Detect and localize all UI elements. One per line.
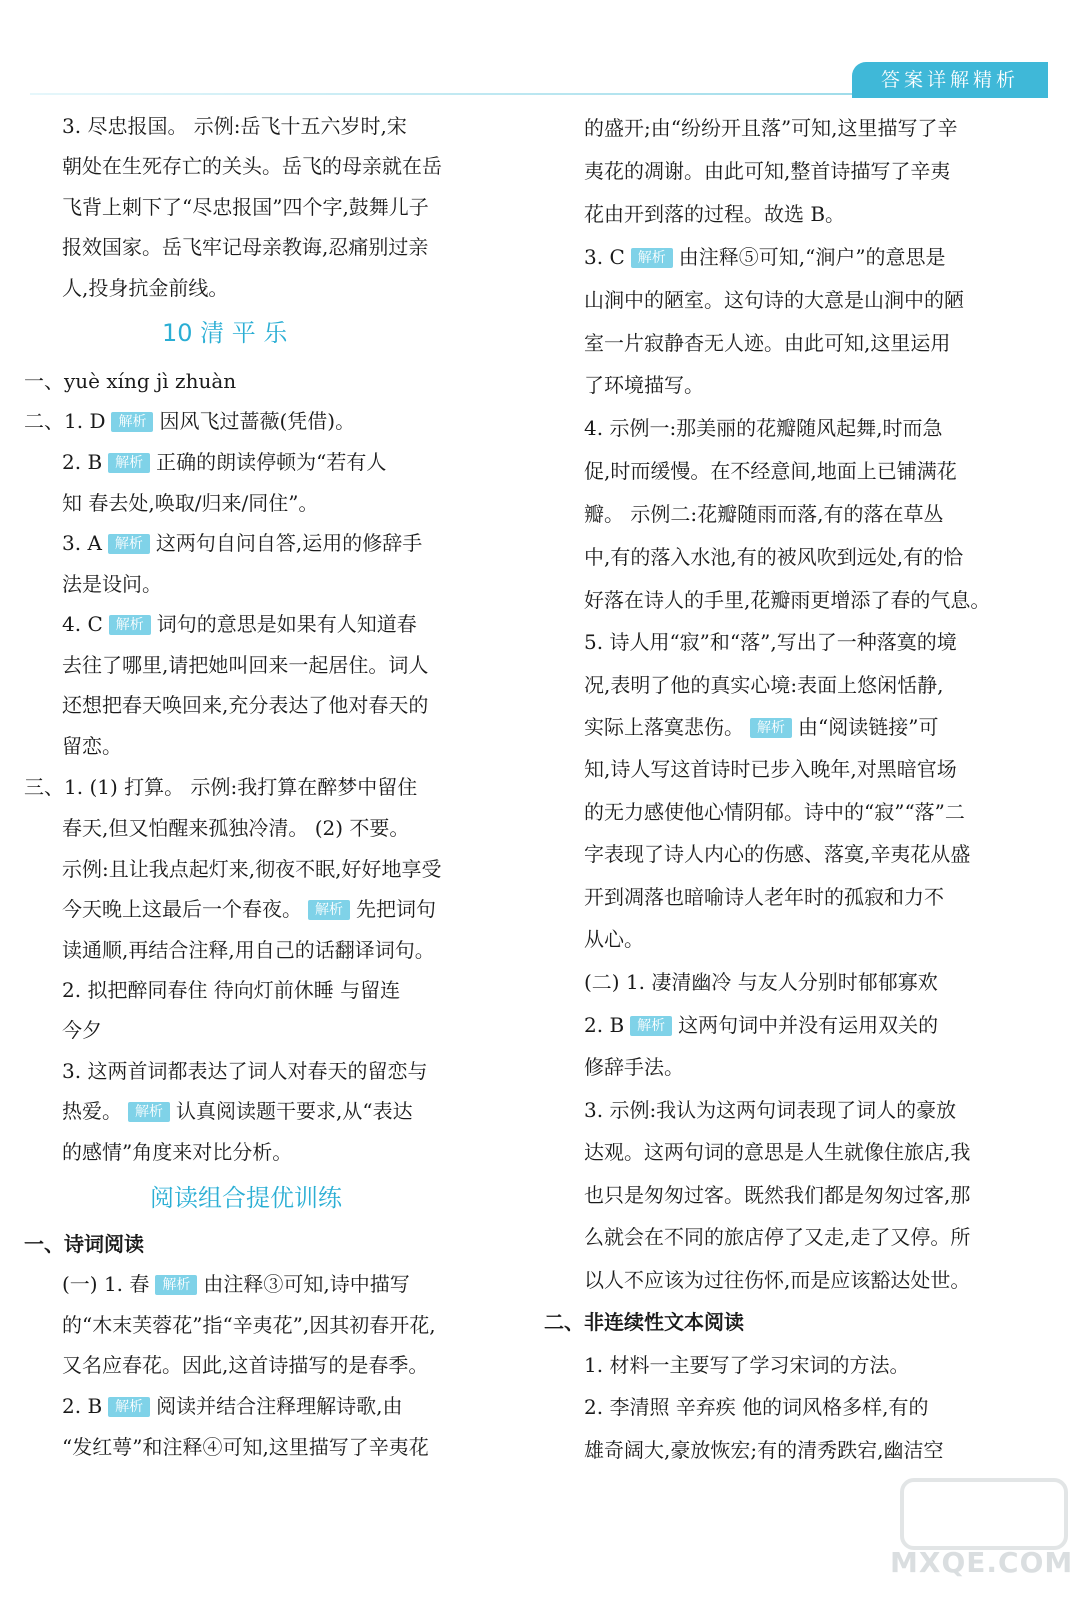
- answer-text: 2. B: [62, 450, 103, 474]
- answer-line: [24, 406, 355, 436]
- answer-text: 3. C: [584, 245, 625, 269]
- text-line: 山涧中的陋室。这句诗的大意是山涧中的陋: [584, 288, 964, 312]
- answer-text: 2. B: [62, 1394, 103, 1418]
- analysis-text: 由“阅读链接”可: [798, 715, 939, 739]
- text-line: 的感情”角度来对比分析。: [62, 1140, 293, 1164]
- analysis-tag: 解析: [308, 900, 350, 920]
- text-line: 花由开到落的过程。故选 B。: [584, 202, 846, 226]
- analysis-tag: 解析: [750, 718, 792, 738]
- answer-text: 2. B: [584, 1013, 625, 1037]
- answer-line: [62, 609, 417, 639]
- answer-line: [62, 894, 436, 924]
- analysis-tag: 解析: [108, 1397, 150, 1417]
- text-line: (二) 1. 凄清幽冷 与友人分别时郁郁寡欢: [584, 970, 938, 994]
- text-line: 3. 这两首词都表达了词人对春天的留恋与: [62, 1059, 428, 1083]
- analysis-text: 由注释③可知,诗中描写: [203, 1272, 410, 1296]
- analysis-tag: 解析: [108, 453, 150, 473]
- header-badge: 答案详解精析: [852, 62, 1048, 98]
- answer-line: [584, 1010, 938, 1040]
- analysis-tag: 解析: [128, 1102, 170, 1122]
- text-line: 2. 拟把醉同春住 待向灯前休睡 与留连: [62, 978, 401, 1002]
- text-line: 室一片寂静杳无人迹。由此可知,这里运用: [584, 331, 951, 355]
- answer-line: [62, 528, 422, 558]
- text-line: “发红萼”和注释④可知,这里描写了辛夷花: [62, 1435, 429, 1459]
- analysis-text: 正确的朗读停顿为“若有人: [156, 450, 387, 474]
- text-line: 法是设问。: [62, 572, 162, 596]
- answer-text: 3. A: [62, 531, 102, 555]
- subsection-heading: 一、诗词阅读: [24, 1232, 144, 1256]
- answer-line: [62, 1269, 410, 1299]
- analysis-tag: 解析: [631, 248, 673, 268]
- text-line: 示例:且让我点起灯来,彻夜不眠,好好地享受: [62, 857, 442, 881]
- text-line: 知 春去处,唤取/归来/同住”。: [62, 491, 319, 515]
- text-line: 雄奇阔大,豪放恢宏;有的清秀跌宕,幽洁空: [584, 1438, 944, 1462]
- text-line: 4. 示例一:那美丽的花瓣随风起舞,时而急: [584, 416, 943, 440]
- text-line: 的“木末芙蓉花”指“辛夷花”,因其初春开花,: [62, 1313, 436, 1337]
- answer-text: 4. C: [62, 612, 103, 636]
- answer-text: 实际上落寞悲伤。: [584, 715, 744, 739]
- text-line: 知,诗人写这首诗时已步入晚年,对黑暗官场: [584, 757, 957, 781]
- analysis-text: 先把词句: [356, 897, 436, 921]
- text-line: 春天,但又怕醒来孤独冷清。 (2) 不要。: [62, 816, 410, 840]
- analysis-tag: 解析: [111, 412, 153, 432]
- analysis-tag: 解析: [108, 534, 150, 554]
- text-line: 去往了哪里,请把她叫回来一起居住。词人: [62, 653, 429, 677]
- analysis-text: 认真阅读题干要求,从“表达: [176, 1099, 413, 1123]
- text-line: 夷花的凋谢。由此可知,整首诗描写了辛夷: [584, 159, 951, 183]
- text-line: 又名应春花。因此,这首诗描写的是春季。: [62, 1353, 429, 1377]
- analysis-text: 这两句词中并没有运用双关的: [678, 1013, 939, 1037]
- text-line: 2. 李清照 辛弃疾 他的词风格多样,有的: [584, 1395, 929, 1419]
- text-line: 3. 示例:我认为这两句词表现了词人的豪放: [584, 1098, 957, 1122]
- text-line: 的盛开;由“纷纷开且落”可知,这里描写了辛: [584, 116, 958, 140]
- text-line: 的无力感使他心情阴郁。诗中的“寂”“落”二: [584, 800, 965, 824]
- answer-line: [584, 712, 938, 742]
- analysis-tag: 解析: [630, 1016, 672, 1036]
- text-line: 瓣。 示例二:花瓣随雨而落,有的落在草丛: [584, 502, 944, 526]
- text-line: 字表现了诗人内心的伤感、落寞,辛夷花从盛: [584, 842, 971, 866]
- text-line: 况,表明了他的真实心境:表面上悠闲恬静,: [584, 673, 944, 697]
- text-line: 三、1. (1) 打算。 示例:我打算在醉梦中留住: [24, 775, 418, 799]
- text-line: 达观。这两句词的意思是人生就像住旅店,我: [584, 1140, 971, 1164]
- section-title: 10 清 平 乐: [162, 319, 288, 347]
- text-line: 了环境描写。: [584, 373, 704, 397]
- answer-line: [62, 1391, 403, 1421]
- header-rule: [30, 93, 860, 95]
- answer-line: [584, 242, 946, 272]
- analysis-text: 因风飞过蔷薇(凭借)。: [159, 409, 356, 433]
- answer-text: 今天晚上这最后一个春夜。: [62, 897, 302, 921]
- analysis-tag: 解析: [155, 1275, 197, 1295]
- watermark-text: MXQE.COM: [890, 1546, 1074, 1579]
- text-line: 以人不应该为过往伤怀,而是应该豁达处世。: [584, 1268, 971, 1292]
- text-line: 还想把春天唤回来,充分表达了他对春天的: [62, 693, 429, 717]
- text-line: 5. 诗人用“寂”和“落”,写出了一种落寞的境: [584, 630, 957, 654]
- text-line: 读通顺,再结合注释,用自己的话翻译词句。: [62, 938, 435, 962]
- analysis-text: 由注释⑤可知,“涧户”的意思是: [678, 245, 946, 269]
- text-line: 一、yuè xíng jì zhuàn: [24, 369, 237, 393]
- analysis-text: 阅读并结合注释理解诗歌,由: [156, 1394, 403, 1418]
- text-line: 今夕: [62, 1018, 102, 1042]
- answer-line: [62, 447, 386, 477]
- section-title: 阅读组合提优训练: [150, 1184, 342, 1212]
- text-line: 朝处在生死存亡的关头。岳飞的母亲就在岳: [62, 154, 442, 178]
- text-line: 好落在诗人的手里,花瓣雨更增添了春的气息。: [584, 588, 991, 612]
- watermark: [890, 1478, 1074, 1588]
- text-line: 留恋。: [62, 734, 122, 758]
- text-line: 中,有的落入水池,有的被风吹到远处,有的恰: [584, 545, 964, 569]
- answer-line: [62, 1096, 413, 1126]
- text-line: 么就会在不同的旅店停了又走,走了又停。所: [584, 1225, 971, 1249]
- answer-text: 热爱。: [62, 1099, 122, 1123]
- answer-text: (一) 1. 春: [62, 1272, 150, 1296]
- analysis-text: 词句的意思是如果有人知道春: [156, 612, 417, 636]
- subsection-heading: 二、非连续性文本阅读: [544, 1310, 744, 1334]
- text-line: 从心。: [584, 927, 644, 951]
- watermark-logo-icon: [900, 1478, 1068, 1550]
- text-line: 报效国家。岳飞牢记母亲教诲,忍痛别过亲: [62, 235, 429, 259]
- text-line: 人,投身抗金前线。: [62, 276, 229, 300]
- text-line: 修辞手法。: [584, 1055, 684, 1079]
- text-line: 开到凋落也暗喻诗人老年时的孤寂和力不: [584, 885, 944, 909]
- answer-text: 二、1. D: [24, 409, 106, 433]
- analysis-text: 这两句自问自答,运用的修辞手: [155, 531, 423, 555]
- text-line: 3. 尽忠报国。 示例:岳飞十五六岁时,宋: [62, 114, 407, 138]
- text-line: 也只是匆匆过客。既然我们都是匆匆过客,那: [584, 1183, 971, 1207]
- text-line: 促,时而缓慢。在不经意间,地面上已铺满花: [584, 459, 957, 483]
- text-line: 1. 材料一主要写了学习宋词的方法。: [584, 1353, 910, 1377]
- analysis-tag: 解析: [109, 615, 151, 635]
- text-line: 飞背上刺下了“尽忠报国”四个字,鼓舞儿子: [62, 195, 429, 219]
